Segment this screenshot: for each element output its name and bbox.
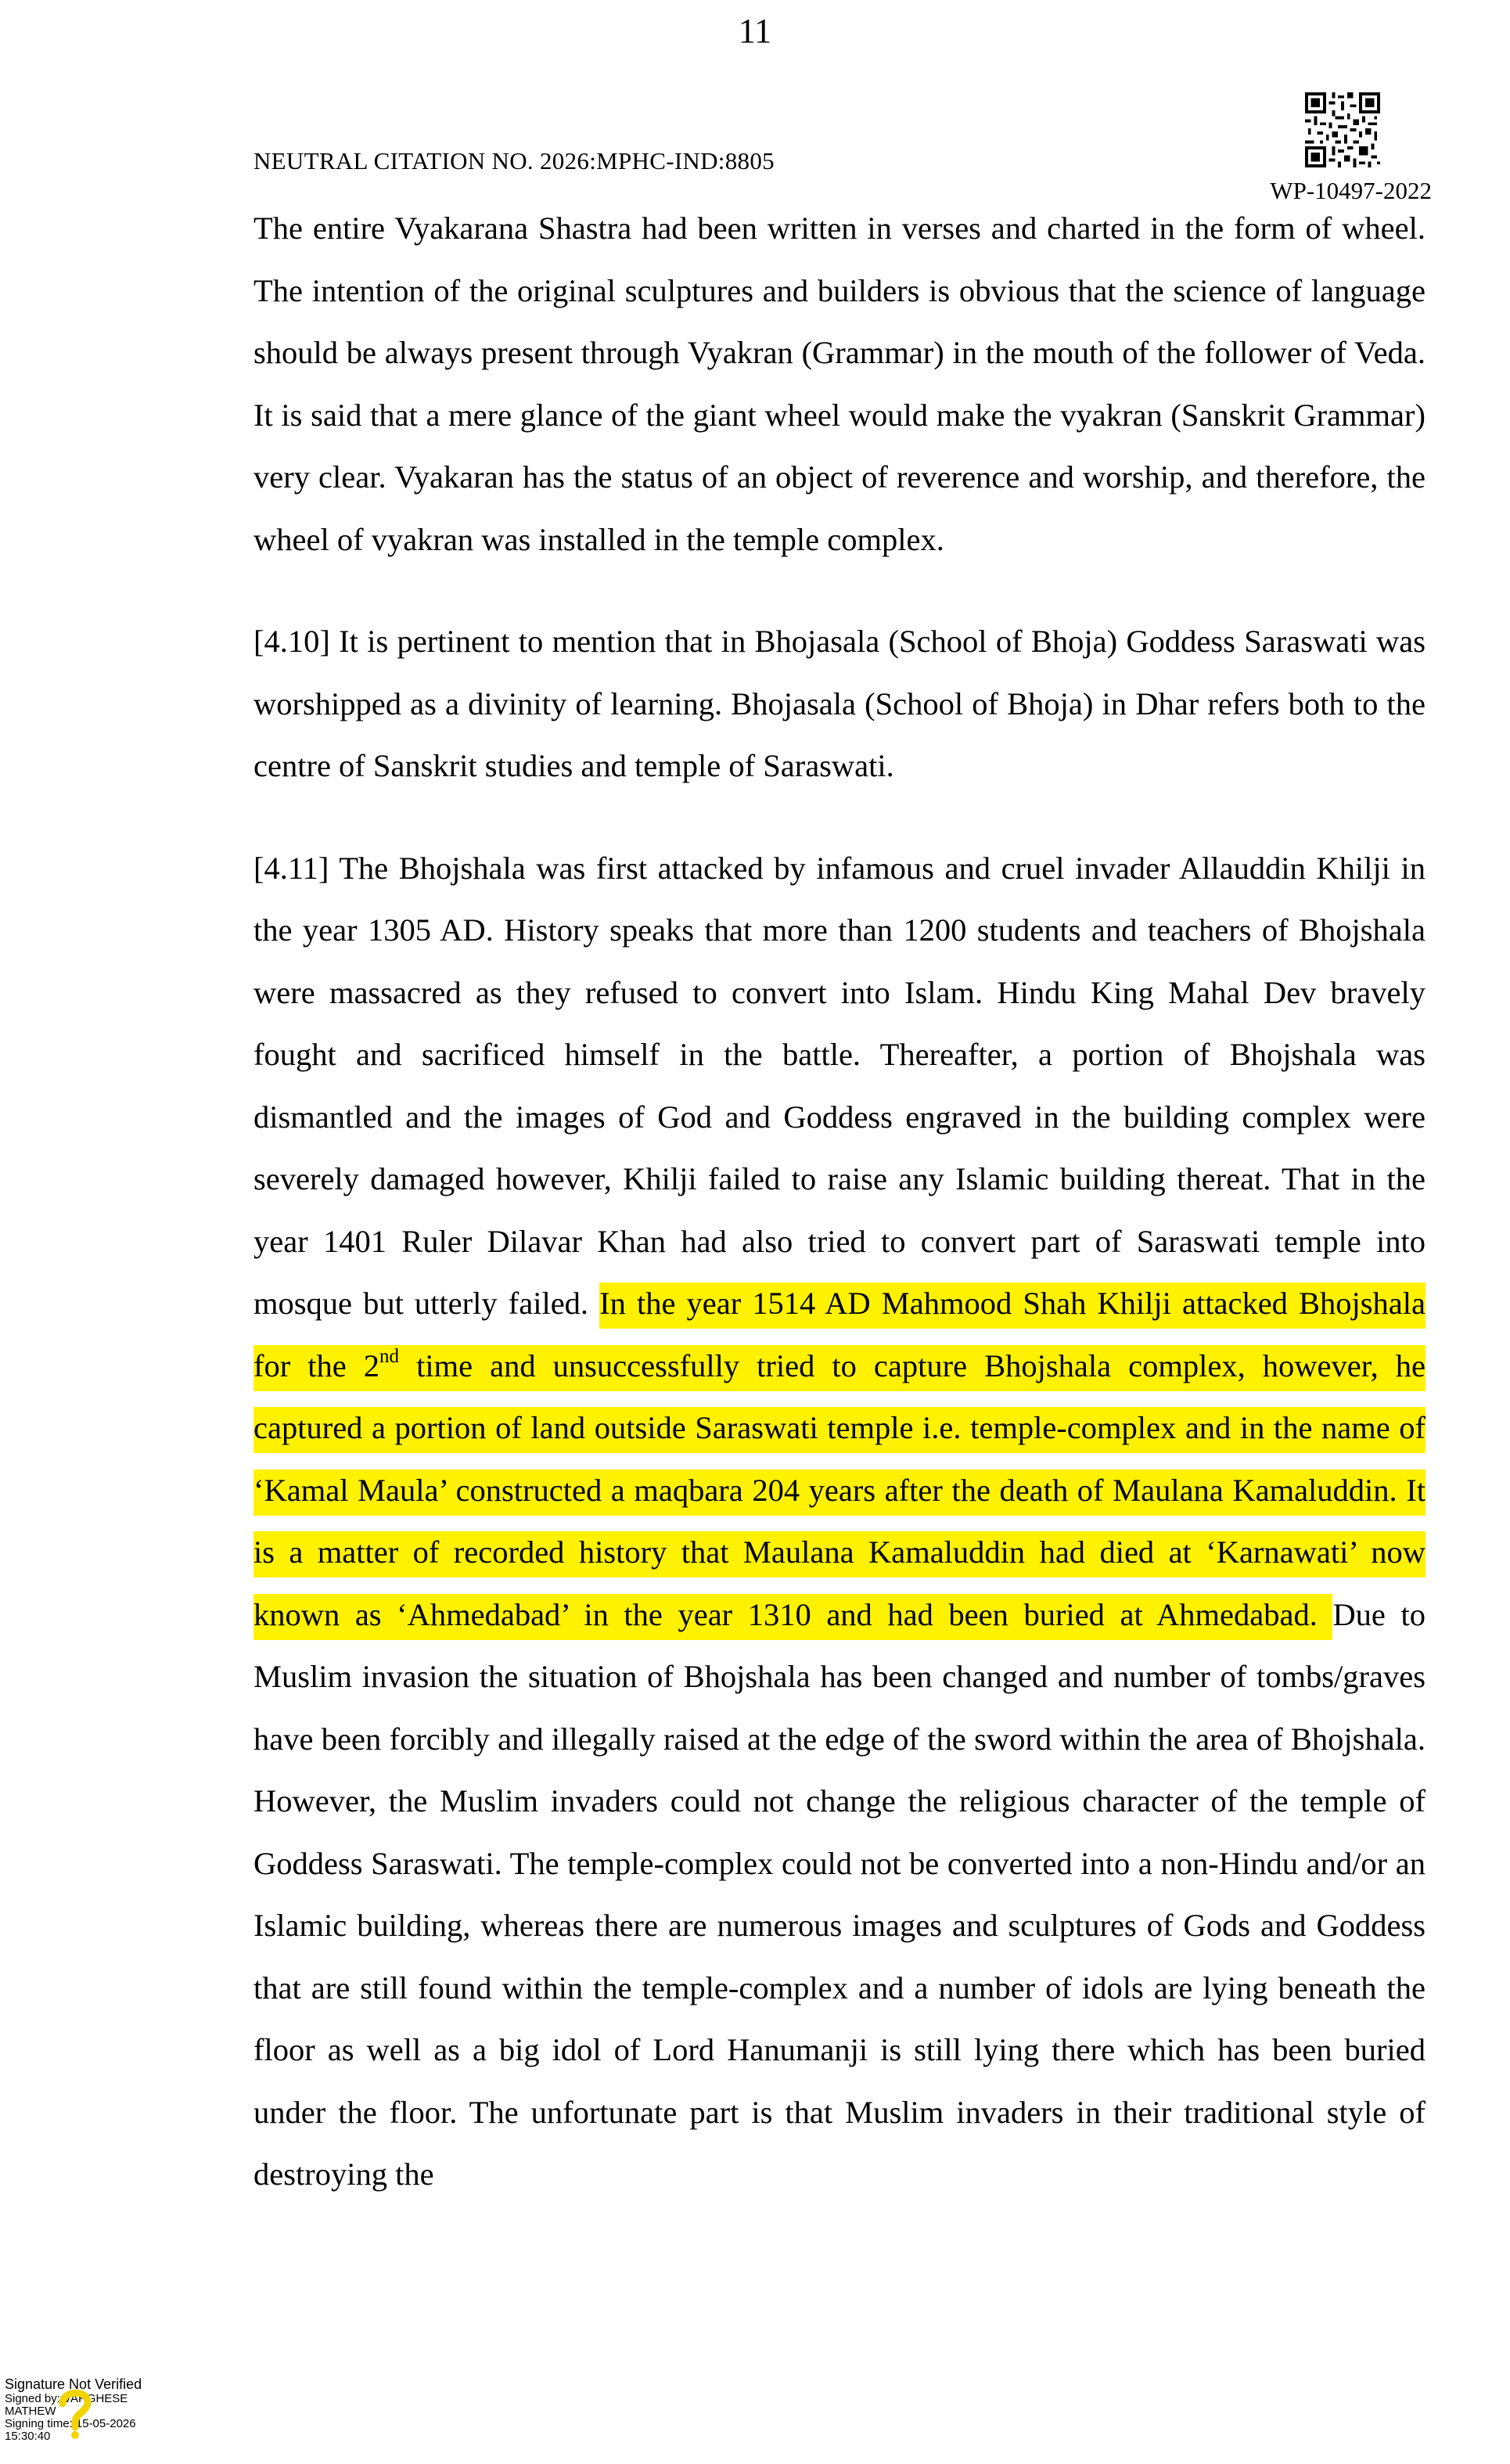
paragraph-text: [4.10] It is pertinent to mention that in Bhojasala (School of Bhoja) Goddess Saraswati was worshipped as a divinity of learning. Bhojasala (School of Bhoja) in Dhar refers both to the centre of Sanskrit studies and temple of Saraswati. — [253, 624, 1426, 783]
paragraph-4-10 — [253, 610, 1426, 797]
signed-by: Signed by: VARGHESE — [5, 2392, 128, 2405]
paragraph-4-11 — [253, 837, 1426, 2206]
paragraph-text: The entire Vyakarana Shastra had been written in verses and charted in the form of wheel. The intention of the original sculptures and builders is obvious that the science of language should be always present through Vyakran (Grammar) in the mouth of the follower of Veda. It is said that a mere glance of the giant wheel would make the vyakran (Sanskrit Grammar) very clear. Vyakaran has the status of an object of reverence and worship, and therefore, the wheel of vyakran was installed in the temple complex. — [253, 210, 1426, 557]
highlighted-text-part: In the year 1514 AD Mahmood Shah Khilji attacked Bhojshala for the 2 — [253, 1286, 1426, 1383]
signing-time: Signing time: 15-05-2026 — [5, 2417, 136, 2430]
page-number: 11 — [738, 12, 772, 50]
signing-clock: 15:30:40 — [5, 2430, 51, 2443]
document-body — [253, 197, 1426, 2206]
digital-signature-block — [5, 2376, 161, 2443]
neutral-citation: NEUTRAL CITATION NO. 2026:MPHC-IND:8805 — [253, 147, 775, 174]
highlighted-text — [253, 1282, 1426, 1640]
ordinal-superscript: nd — [379, 1345, 400, 1367]
question-mark-icon — [52, 2385, 99, 2440]
qr-code-icon — [1305, 92, 1380, 167]
highlighted-text-part: time and unsuccessfully tried to capture Bhojshala complex, however, he captured a portion of land outside Saraswati temple i.e. temple-complex and in the name of ‘Kamal Maula’ constructed a maqbara 204 years after the death of Maulana Kamaluddin. It is a matter of recorded history that Maulana Kamaluddin had died at ‘Karnawati’ now known as ‘Ahmedabad’ in the year 1310 and had been buried at Ahmedabad. — [253, 1347, 1426, 1632]
paragraph-text: [4.11] The Bhojshala was first attacked by infamous and cruel invader Allauddin Khilji in the year 1305 AD. History speaks that more than 1200 students and teachers of Bhojshala were massacred as they refused to convert into Islam. Hindu King Mahal Dev bravely fought and sacrificed himself in the battle. Thereafter, a portion of Bhojshala was dismantled and the images of God and Goddess engraved in the building complex were severely damaged however, Khilji failed to raise any Islamic building thereat. That in the year 1401 Ruler Dilavar Khan had also tried to convert part of Saraswati temple into mosque but utterly failed. — [253, 850, 1426, 1321]
signature-status: Signature Not Verified — [5, 2376, 142, 2392]
case-number: WP-10497-2022 — [1270, 177, 1432, 204]
paragraph-text: Due to Muslim invasion the situation of Bhojshala has been changed and number of tombs/graves have been forcibly and illegally raised at the edge of the sword within the area of Bhojshala. However, the Muslim invaders could not change the religious character of the temple of Goddess Saraswati. The temple-complex could not be converted into a non-Hindu and/or an Islamic building, whereas there are numerous images and sculptures of Gods and Goddess that are still found within the temple-complex and a number of idols are lying beneath the floor as well as a big idol of Lord Hanumanji is still lying there which has been buried under the floor. The unfortunate part is that Muslim invaders in their traditional style of destroying the — [253, 1596, 1426, 2192]
signer-surname: MATHEW — [5, 2405, 56, 2418]
paragraph-4-9-continued — [253, 197, 1426, 570]
